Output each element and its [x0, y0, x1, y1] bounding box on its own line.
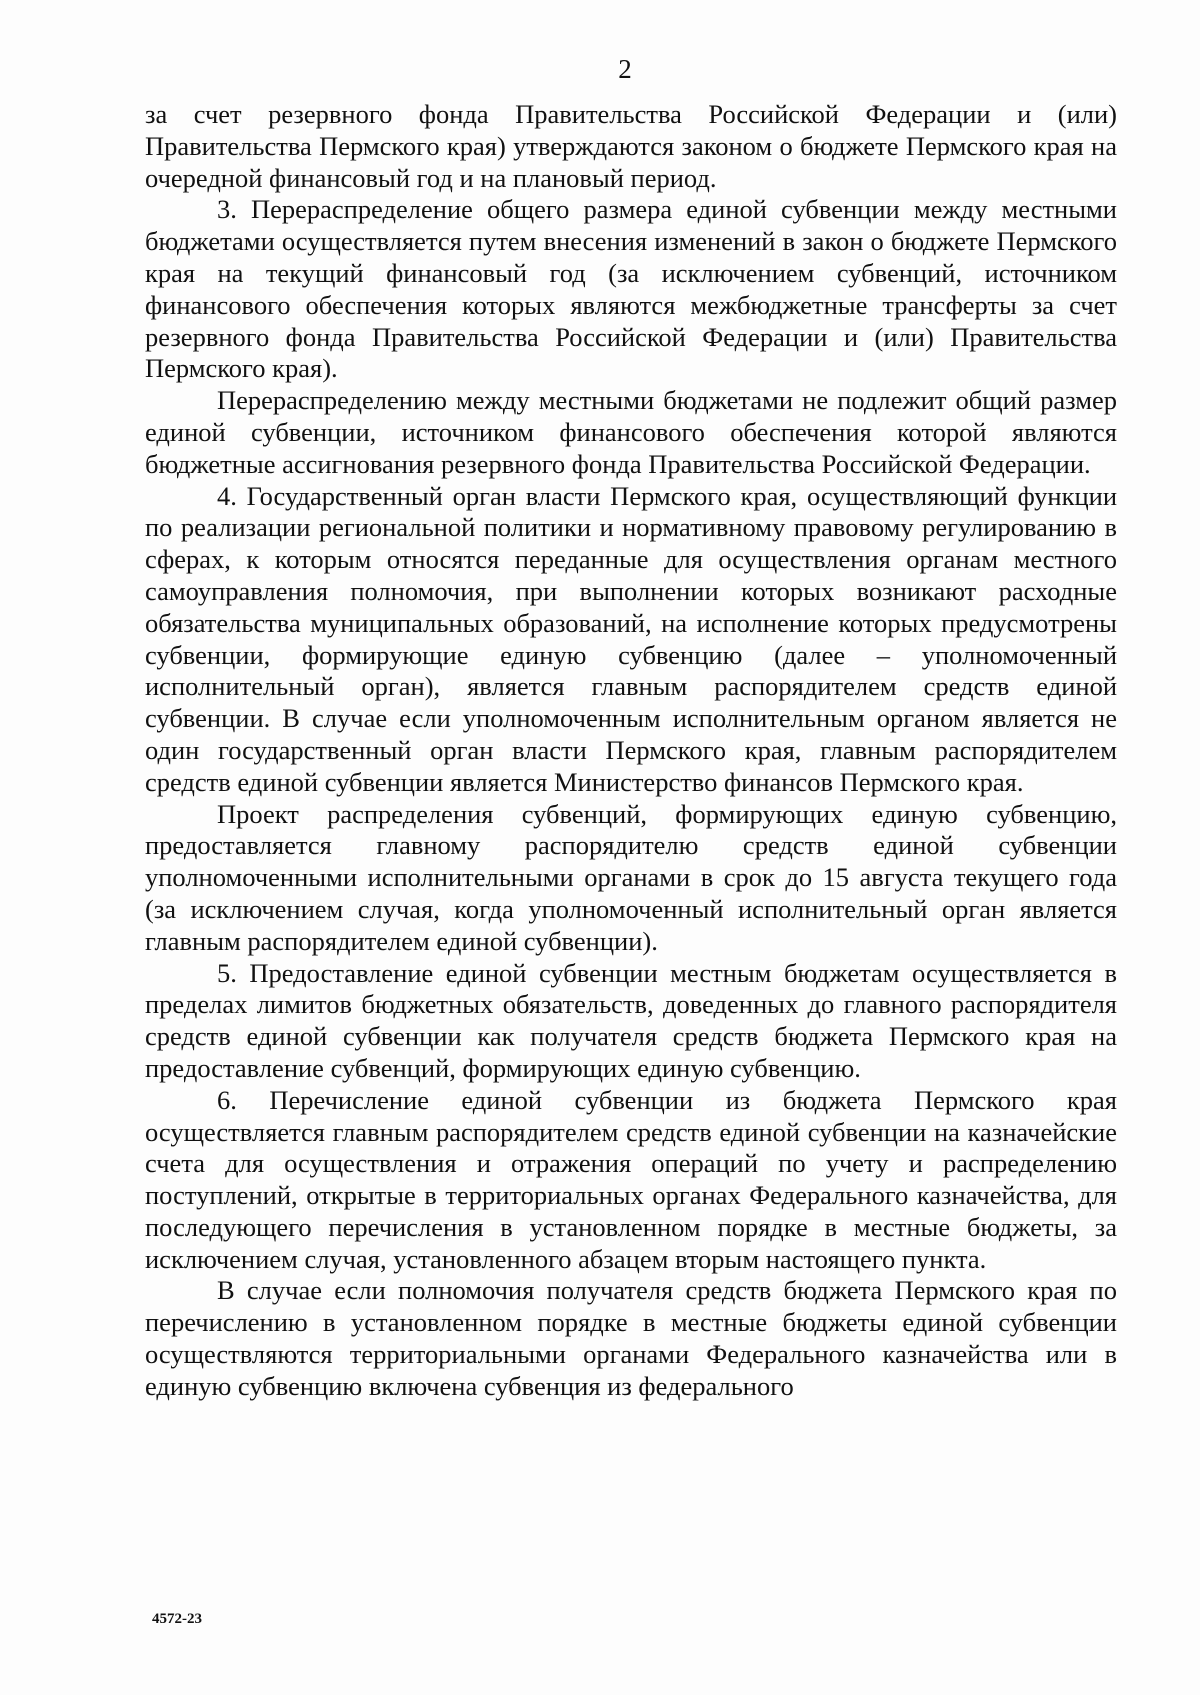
- document-code: 4572-23: [152, 1611, 202, 1627]
- paragraph-item-4: 4. Государственный орган власти Пермского края, осуществляющий функции по реализации региональной политики и нормативному правовому регулированию в сферах, к которым относятся переданные для осуществления органам местного самоуправления полномочия, при выполнении которых возникают расходные обязательства муниципальных образований, на исполнение которых предусмотрены субвенции, формирующие единую субвенцию (далее – уполномоченный исполнительный орган), является главным распорядителем средств единой субвенции. В случае если уполномоченным исполнительным органом является не один государственный орган власти Пермского края, главным распорядителем средств единой субвенции является Министерство финансов Пермского края.: [145, 480, 1117, 797]
- paragraph-item-3: 3. Перераспределение общего размера единой субвенции между местными бюджетами осуществляется путем внесения изменений в закон о бюджете Пермского края на текущий финансовый год (за исключением субвенций, источником финансового обеспечения которых являются межбюджетные трансферты за счет резервного фонда Правительства Российской Федерации и (или) Правительства Пермского края).: [145, 194, 1117, 384]
- paragraph-item-6: 6. Перечисление единой субвенции из бюджета Пермского края осуществляется главным распорядителем средств единой субвенции на казначейские счета для осуществления и отражения операций по учету и распределению поступлений, открытые в территориальных органах Федерального казначейства, для последующего перечисления в установленном порядке в местные бюджеты, за исключением случая, установленного абзацем вторым настоящего пункта.: [145, 1084, 1117, 1274]
- paragraph-continuation: за счет резервного фонда Правительства Российской Федерации и (или) Правительства Пермского края) утверждаются законом о бюджете Пермского края на очередной финансовый год и на плановый период.: [145, 99, 1117, 193]
- paragraph-item-5: 5. Предоставление единой субвенции местным бюджетам осуществляется в пределах лимитов бюджетных обязательств, доведенных до главного распорядителя средств единой субвенции как получателя средств бюджета Пермского края на предоставление субвенций, формирующих единую субвенцию.: [145, 957, 1117, 1083]
- document-body: [145, 99, 1117, 1403]
- paragraph-treasury-case: В случае если полномочия получателя средств бюджета Пермского края по перечислению в установленном порядке в местные бюджеты единой субвенции осуществляются территориальными органами Федерального казначейства или в единую субвенцию включена субвенция из федерального: [145, 1275, 1117, 1401]
- paragraph-distribution-project: Проект распределения субвенций, формирующих единую субвенцию, предоставляется главному распорядителю средств единой субвенции уполномоченными исполнительными органами в срок до 15 августа текущего года (за исключением случая, когда уполномоченный исполнительный орган является главным распорядителем единой субвенции).: [145, 798, 1117, 956]
- page-number: 2: [618, 54, 632, 84]
- paragraph-redistribution-exception: Перераспределению между местными бюджетами не подлежит общий размер единой субвенции, источником финансового обеспечения которой являются бюджетные ассигнования резервного фонда Правительства Российской Федерации.: [145, 385, 1117, 479]
